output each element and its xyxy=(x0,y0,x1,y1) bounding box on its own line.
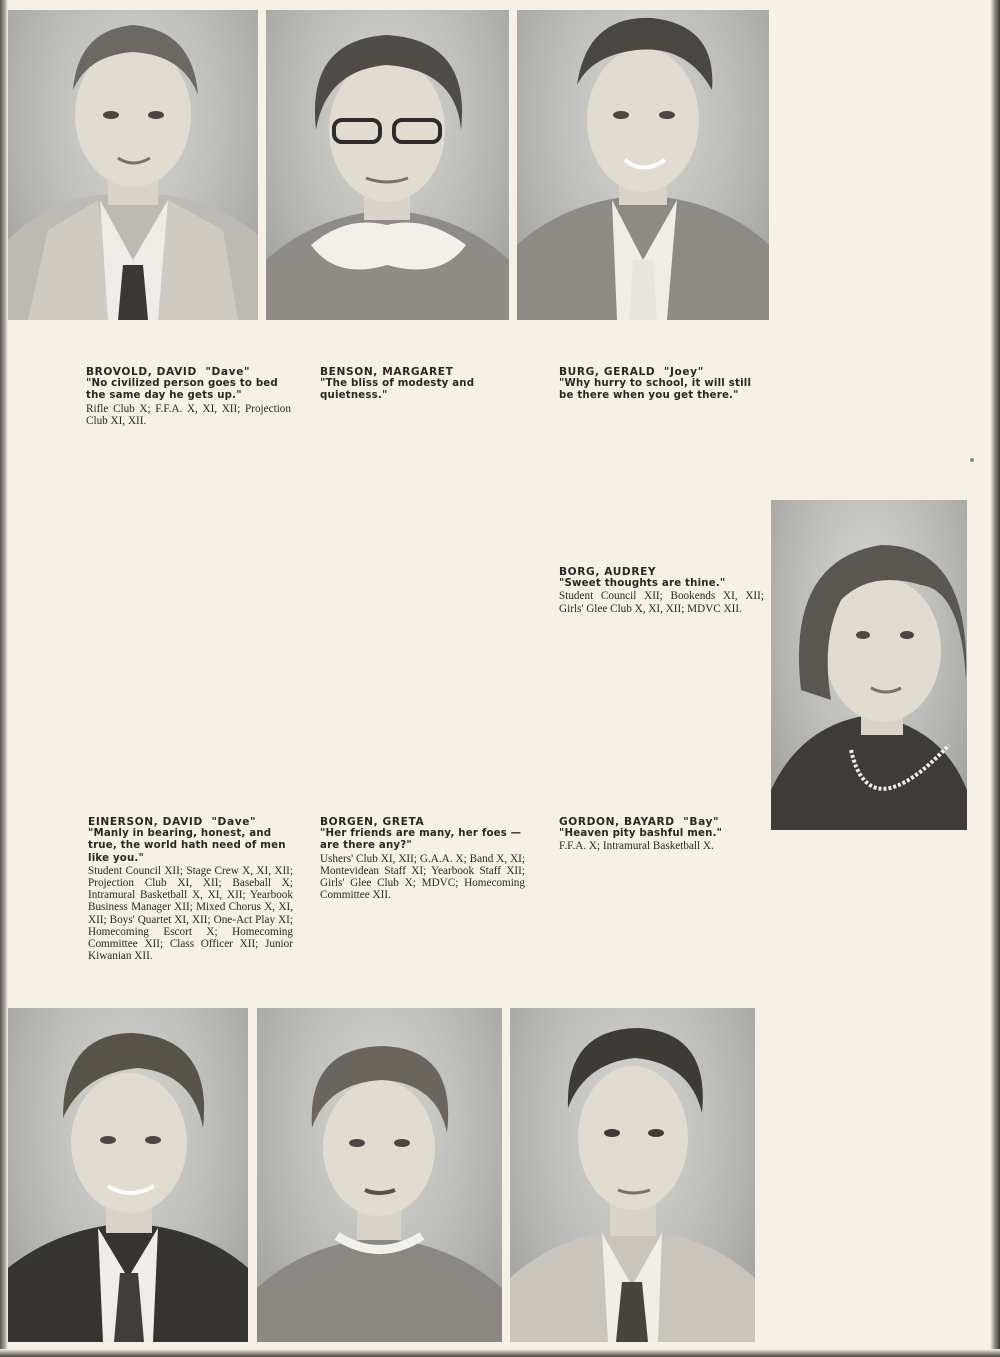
student-name: BORG, AUDREY xyxy=(559,566,657,578)
student-nickname: "Dave" xyxy=(211,816,257,828)
entry-brovold xyxy=(86,366,291,427)
photo-einerson xyxy=(8,1008,248,1342)
student-name: BORGEN, GRETA xyxy=(320,816,425,828)
student-quote: "No civilized person goes to bed the same day he gets up." xyxy=(86,378,278,402)
entry-borgen xyxy=(320,816,525,901)
student-activities: F.F.A. X; Intramural Basketball X. xyxy=(559,840,714,853)
page-edge-bottom xyxy=(0,1349,1000,1357)
student-quote: "Manly in bearing, honest, and true, the world hath need of men like you." xyxy=(88,828,286,864)
student-activities: Ushers' Club XI, XII; G.A.A. X; Band X, XI; Montevidean Staff XI; Yearbook Staff XII; Girls' Glee Club X; MDVC; Homecoming Committee XII. xyxy=(320,852,525,902)
student-quote: "The bliss of modesty and quietness." xyxy=(320,378,475,402)
student-nickname: "Dave" xyxy=(205,366,251,378)
photo-gordon xyxy=(510,1008,755,1342)
student-quote: "Why hurry to school, it will still be there when you get there." xyxy=(559,378,752,402)
photo-borgen xyxy=(257,1008,502,1342)
entry-burg xyxy=(559,366,764,403)
student-activities: Student Council XII; Bookends XI, XII; Girls' Glee Club X, XI, XII; MDVC XII. xyxy=(559,590,764,615)
photo-burg xyxy=(517,10,769,320)
photo-benson xyxy=(266,10,509,320)
photo-brovold xyxy=(8,10,258,320)
student-nickname: "Joey" xyxy=(663,366,704,378)
photo-borg xyxy=(771,500,967,830)
entry-einerson xyxy=(88,816,293,962)
entry-benson xyxy=(320,366,525,403)
student-quote: "Sweet thoughts are thine." xyxy=(559,578,726,590)
student-name: GORDON, BAYARD xyxy=(559,816,675,828)
paper-speck xyxy=(970,458,974,462)
student-quote: "Her friends are many, her foes —are there any?" xyxy=(320,828,522,852)
student-name: BENSON, MARGARET xyxy=(320,366,454,378)
student-name: BURG, GERALD xyxy=(559,366,656,378)
student-name: EINERSON, DAVID xyxy=(88,816,203,828)
entry-borg xyxy=(559,566,764,615)
student-activities: Rifle Club X; F.F.A. X, XI, XII; Projection Club XI, XII. xyxy=(86,402,291,427)
student-nickname: "Bay" xyxy=(683,816,720,828)
entry-gordon xyxy=(559,816,774,853)
page-edge-left xyxy=(0,0,8,1357)
student-name: BROVOLD, DAVID xyxy=(86,366,197,378)
page-edge-right xyxy=(990,0,1000,1357)
student-quote: "Heaven pity bashful men." xyxy=(559,828,723,840)
student-activities: Student Council XII; Stage Crew X, XI, XII; Projection Club XI, XII; Baseball X; Intramural Basketball X, XI, XII; Yearbook Business Manager XII; Mixed Chorus X, XI, XII; Boys' Quartet XI, XII; One-Act Play XI; Homecoming Escort X; Homecoming Committee XII; Class Officer XII; Junior Kiwanian XII. xyxy=(88,864,293,963)
